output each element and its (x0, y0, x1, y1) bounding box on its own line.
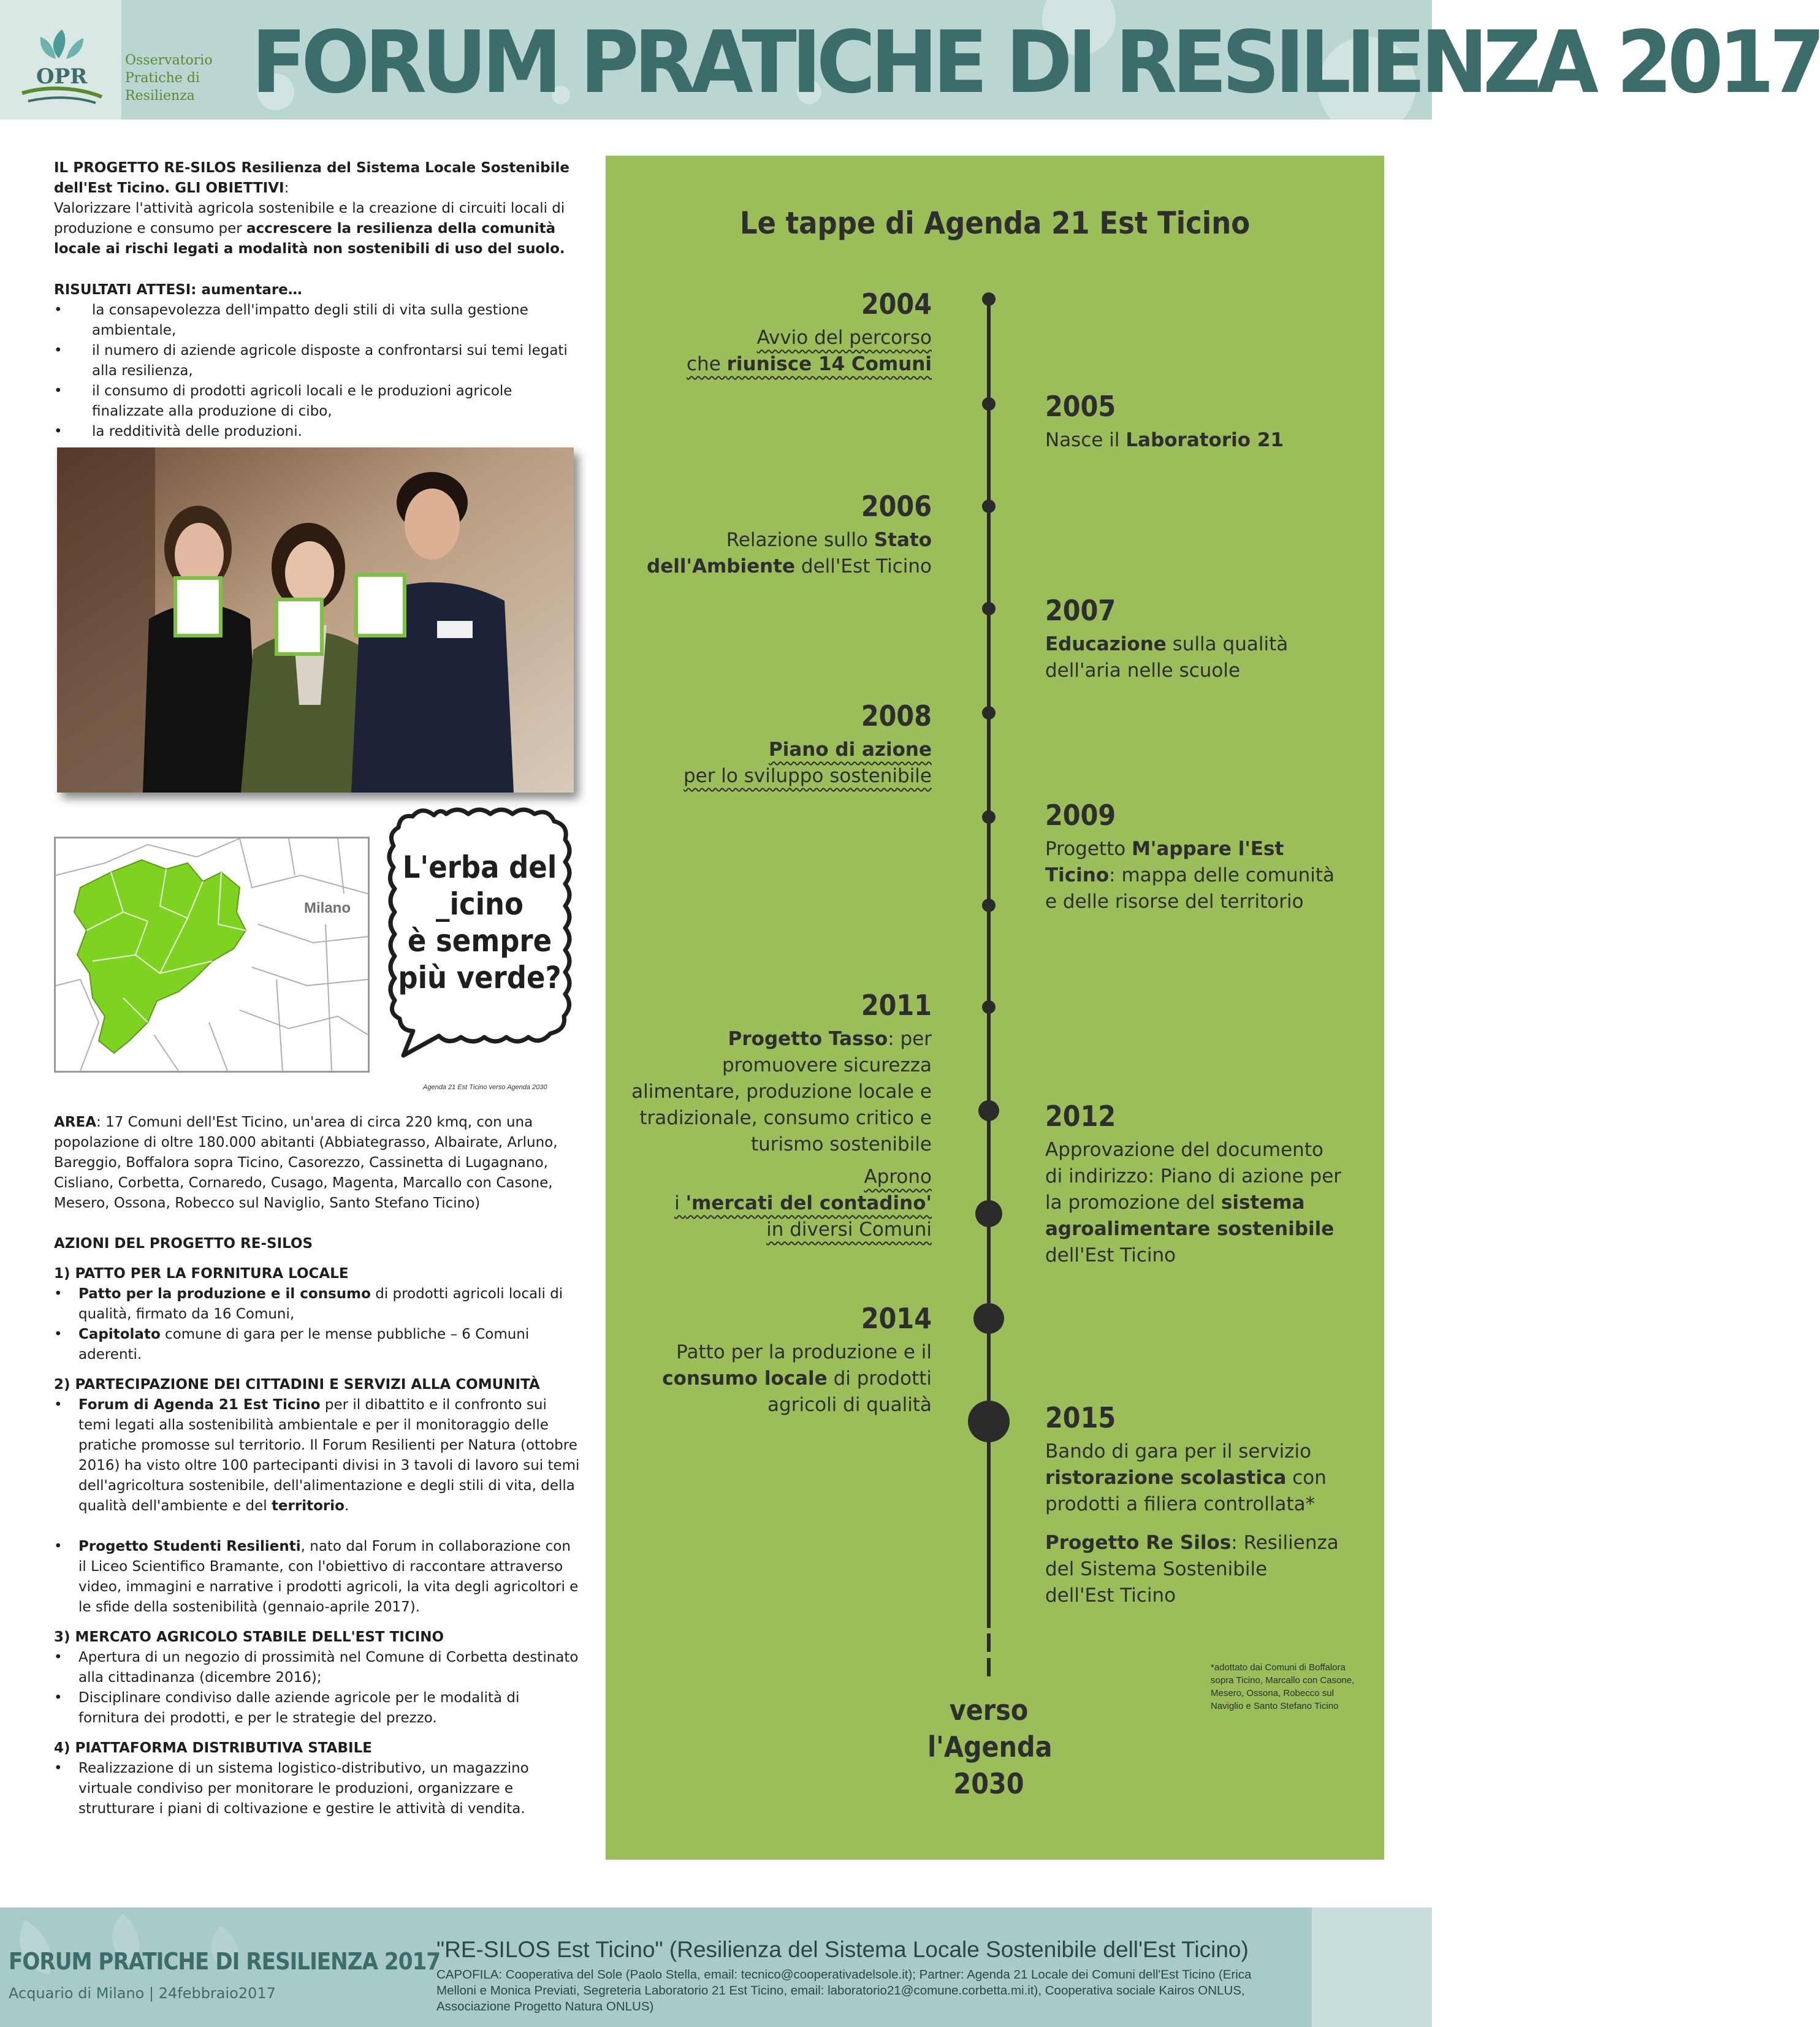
area-section (54, 1112, 581, 1214)
verso-line: l'Agenda (927, 1730, 1053, 1763)
timeline-dot (982, 500, 996, 513)
event-2004 (613, 287, 932, 378)
results-heading: RISULTATI ATTESI: aumentare… (54, 282, 302, 298)
action-list-3 (54, 1648, 581, 1728)
timeline-dot (982, 602, 996, 615)
actions-heading: AZIONI DEL PROGETTO RE-SILOS (54, 1236, 313, 1252)
event-2008 (613, 699, 932, 789)
timeline-dot (968, 1401, 1010, 1442)
bubble-caption: Agenda 21 Est Ticino verso Agenda 2030 (423, 1084, 547, 1091)
event-text: Progetto Tasso: per promuovere sicurezza alimentare, produzione locale e tradizionale, consumo critico e turismo sostenibile Aprono i 'mercati del contadino' in diversi Comuni (631, 1028, 932, 1241)
intro-body: Valorizzare l'attività agricola sostenibile e la creazione di circuiti locali di produzione e consumo per accrescere la resilienza della comunità locale ai rischi legati a modalità non sostenibili di uso del suolo. (54, 200, 565, 257)
timeline-dot (982, 1000, 996, 1014)
event-2006 (613, 489, 932, 580)
slogan-line: è sempre (407, 923, 552, 959)
verso-line: 2030 (953, 1767, 1024, 1800)
event-2012 (1045, 1099, 1364, 1269)
org-name-line: Resilienza (125, 88, 195, 104)
timeline-dash (987, 1658, 991, 1676)
poster-title: FORUM PRATICHE DI RESILIENZA 2017 (251, 13, 1820, 113)
footer-accent (1312, 1907, 1432, 2027)
timeline-dot (973, 1303, 1004, 1334)
list-item: • Disciplinare condiviso dalle aziende agricole per le modalità di fornitura dei prodotti, e per le strategie del prezzo. (54, 1688, 581, 1728)
event-2014 (613, 1301, 932, 1418)
svg-text:OPR: OPR (36, 64, 88, 89)
timeline-dot (982, 397, 996, 411)
bubble-slogan (395, 849, 564, 996)
event-text: Educazione sulla qualità dell'aria nelle scuole (1045, 633, 1289, 682)
footer-venue: Acquario di Milano | 24febbraio2017 (9, 1985, 276, 2002)
opr-logo-icon (16, 25, 108, 107)
action-title-3: 3) MERCATO AGRICOLO STABILE DELL'EST TICINO (54, 1629, 444, 1645)
action-title-1: 1) PATTO PER LA FORNITURA LOCALE (54, 1266, 349, 1282)
intro-section (54, 158, 581, 259)
org-name (125, 51, 235, 105)
action-title-4: 4) PIATTAFORMA DISTRIBUTIVA STABILE (54, 1740, 372, 1756)
area-text: AREA: 17 Comuni dell'Est Ticino, un'area di circa 220 kmq, con una popolazione di oltre 180.000 abitanti (Abbiategrasso, Albairate, Arluno, Bareggio, Boffalora sopra Ticino, Casorezzo, Cassinetta di Lugagnano, Cisliano, Corbetta, Cornaredo, Cusago, Magenta, Marcallo con Casone, Mesero, Ossona, Robecco sul Naviglio, Santo Stefano Ticino) (54, 1114, 558, 1211)
list-item: • Apertura di un negozio di prossimità nel Comune di Corbetta destinato alla cittadinanza (dicembre 2016); (54, 1648, 581, 1688)
event-year: 2009 (1045, 799, 1116, 832)
event-year: 2004 (861, 287, 932, 321)
logo-box (0, 0, 121, 120)
event-year: 2006 (861, 490, 932, 523)
list-item: • Forum di Agenda 21 Est Ticino per il dibattito e il confronto sui temi legati alla sostenibilità ambientale e per il monitoraggio delle pratiche promosse sul territorio. Il Forum Resilienti per Natura (ottobre 2016) ha visto oltre 100 partecipanti divisi in 3 tavoli di lavoro sui temi dell'agricoltura sostenibile, dell'alimentazione e degli stili di vita, della qualità dell'ambiente e del territorio. (54, 1395, 581, 1516)
event-text: Relazione sullo Stato dell'Ambiente dell'Est Ticino (647, 529, 932, 577)
org-name-line: Osservatorio (125, 53, 213, 68)
students-photo (57, 447, 574, 793)
list-item: • la consapevolezza dell'impatto degli stili di vita sulla gestione ambientale, (54, 300, 581, 341)
intro-heading: IL PROGETTO RE-SILOS Resilienza del Sistema Locale Sostenibile dell'Est Ticino. GLI OBIETTIVI: (54, 160, 570, 196)
event-text: Approvazione del documento di indirizzo: Piano di azione per la promozione del sistema agroalimentare sostenibile dell'Est Ticino (1045, 1139, 1342, 1266)
event-year: 2005 (1045, 390, 1116, 423)
verso-line: verso (949, 1694, 1029, 1727)
org-name-line: Pratiche di (125, 70, 200, 86)
actions-section (54, 1234, 581, 1819)
students-photo-art (57, 447, 574, 793)
timeline-footnote: *adottato dai Comuni di Boffalora sopra Ticino, Marcallo con Casone, Mesero, Ossona, Robecco sul Naviglio e Santo Stefano Ticino (1211, 1662, 1355, 1711)
footer-project: "RE-SILOS Est Ticino" (Resilienza del Sistema Locale Sostenibile dell'Est Ticino) (436, 1937, 1249, 1962)
event-year: 2011 (861, 989, 932, 1022)
event-text: Piano di azione per lo sviluppo sostenibile (683, 739, 932, 787)
action-list-1 (54, 1284, 581, 1365)
footer-title: FORUM PRATICHE DI RESILIENZA 2017 (9, 1948, 441, 1975)
event-2007 (1045, 593, 1364, 684)
verso-agenda-2030 (927, 1692, 1053, 1802)
timeline-dot (982, 810, 996, 824)
results-section (54, 280, 581, 442)
footer-credits: CAPOFILA: Cooperativa del Sole (Paolo Stella, email: tecnico@cooperativadelsole.it); Partner: Agenda 21 Locale dei Comuni dell'Est Ticino (Erica Melloni e Monica Previati, Segreteria Laboratorio 21 Est Ticino, email: laboratorio21@comune.corbetta.mi.it), Cooperativa sociale Kairos ONLUS, Associazione Progetto Natura ONLUS) (436, 1968, 1252, 2014)
list-item: • Realizzazione di un sistema logistico-distributivo, un magazzino virtuale condiviso per monitorare le produzioni, organizzare e strutturare i piani di coltivazione e gestire le attività di vendita. (54, 1759, 581, 1819)
event-year: 2012 (1045, 1100, 1116, 1133)
slogan-line: più verde? (398, 960, 562, 995)
timeline-dash (987, 1633, 991, 1652)
event-2015 (1045, 1401, 1364, 1609)
timeline-title: Le tappe di Agenda 21 Est Ticino (739, 205, 1251, 241)
timeline-dot (978, 1100, 999, 1121)
list-item: • Capitolato comune di gara per le mense pubbliche – 6 Comuni aderenti. (54, 1325, 581, 1365)
event-text: Bando di gara per il servizio ristorazione scolastica con prodotti a filiera controllata* Progetto Re Silos: Resilienza del Sistema Sostenibile dell'Est Ticino (1045, 1440, 1339, 1607)
timeline-dot (975, 1200, 1002, 1227)
municipality-map-art (56, 839, 368, 1071)
event-2011 (613, 988, 932, 1243)
event-year: 2008 (861, 699, 932, 732)
list-item: • Progetto Studenti Resilienti, nato dal Forum in collaborazione con il Liceo Scientifico Bramante, con l'obiettivo di raccontare attraverso video, immagini e narrative i prodotti agricoli, la vita degli agricoltori e le sfide della sostenibilità (gennaio-aprile 2017). (54, 1537, 581, 1618)
slogan-line: _icino (436, 886, 524, 922)
slogan-line: L'erba del (402, 850, 557, 885)
action-title-2: 2) PARTECIPAZIONE DEI CITTADINI E SERVIZI ALLA COMUNITÀ (54, 1377, 540, 1393)
event-2005 (1045, 389, 1364, 454)
list-item: • il numero di aziende agricole disposte a confrontarsi sui temi legati alla resilienza, (54, 341, 581, 381)
event-text: Avvio del percorso che riunisce 14 Comuni (687, 327, 932, 375)
event-year: 2015 (1045, 1401, 1116, 1434)
list-item: • il consumo di prodotti agricoli locali e le produzioni agricole finalizzate alla produzione di cibo, (54, 381, 581, 422)
map-label-milano: Milano (304, 900, 351, 916)
action-list-2 (54, 1395, 581, 1618)
timeline-dot (982, 292, 996, 306)
timeline-dot (982, 706, 996, 720)
event-2009 (1045, 798, 1364, 915)
event-text: Nasce il Laboratorio 21 (1045, 429, 1284, 451)
action-list-4 (54, 1759, 581, 1819)
list-item: • Patto per la produzione e il consumo di prodotti agricoli locali di qualità, firmato da 16 Comuni, (54, 1284, 581, 1325)
results-list (54, 300, 581, 442)
est-ticino-map (54, 837, 370, 1073)
event-text: Patto per la produzione e il consumo locale di prodotti agricoli di qualità (662, 1341, 932, 1416)
list-item: • la redditività delle produzioni. (54, 422, 581, 442)
event-year: 2007 (1045, 594, 1116, 627)
timeline-dot (982, 899, 996, 912)
event-text: Progetto M'appare l'Est Ticino: mappa delle comunità e delle risorse del territorio (1045, 838, 1335, 913)
event-year: 2014 (861, 1302, 932, 1335)
